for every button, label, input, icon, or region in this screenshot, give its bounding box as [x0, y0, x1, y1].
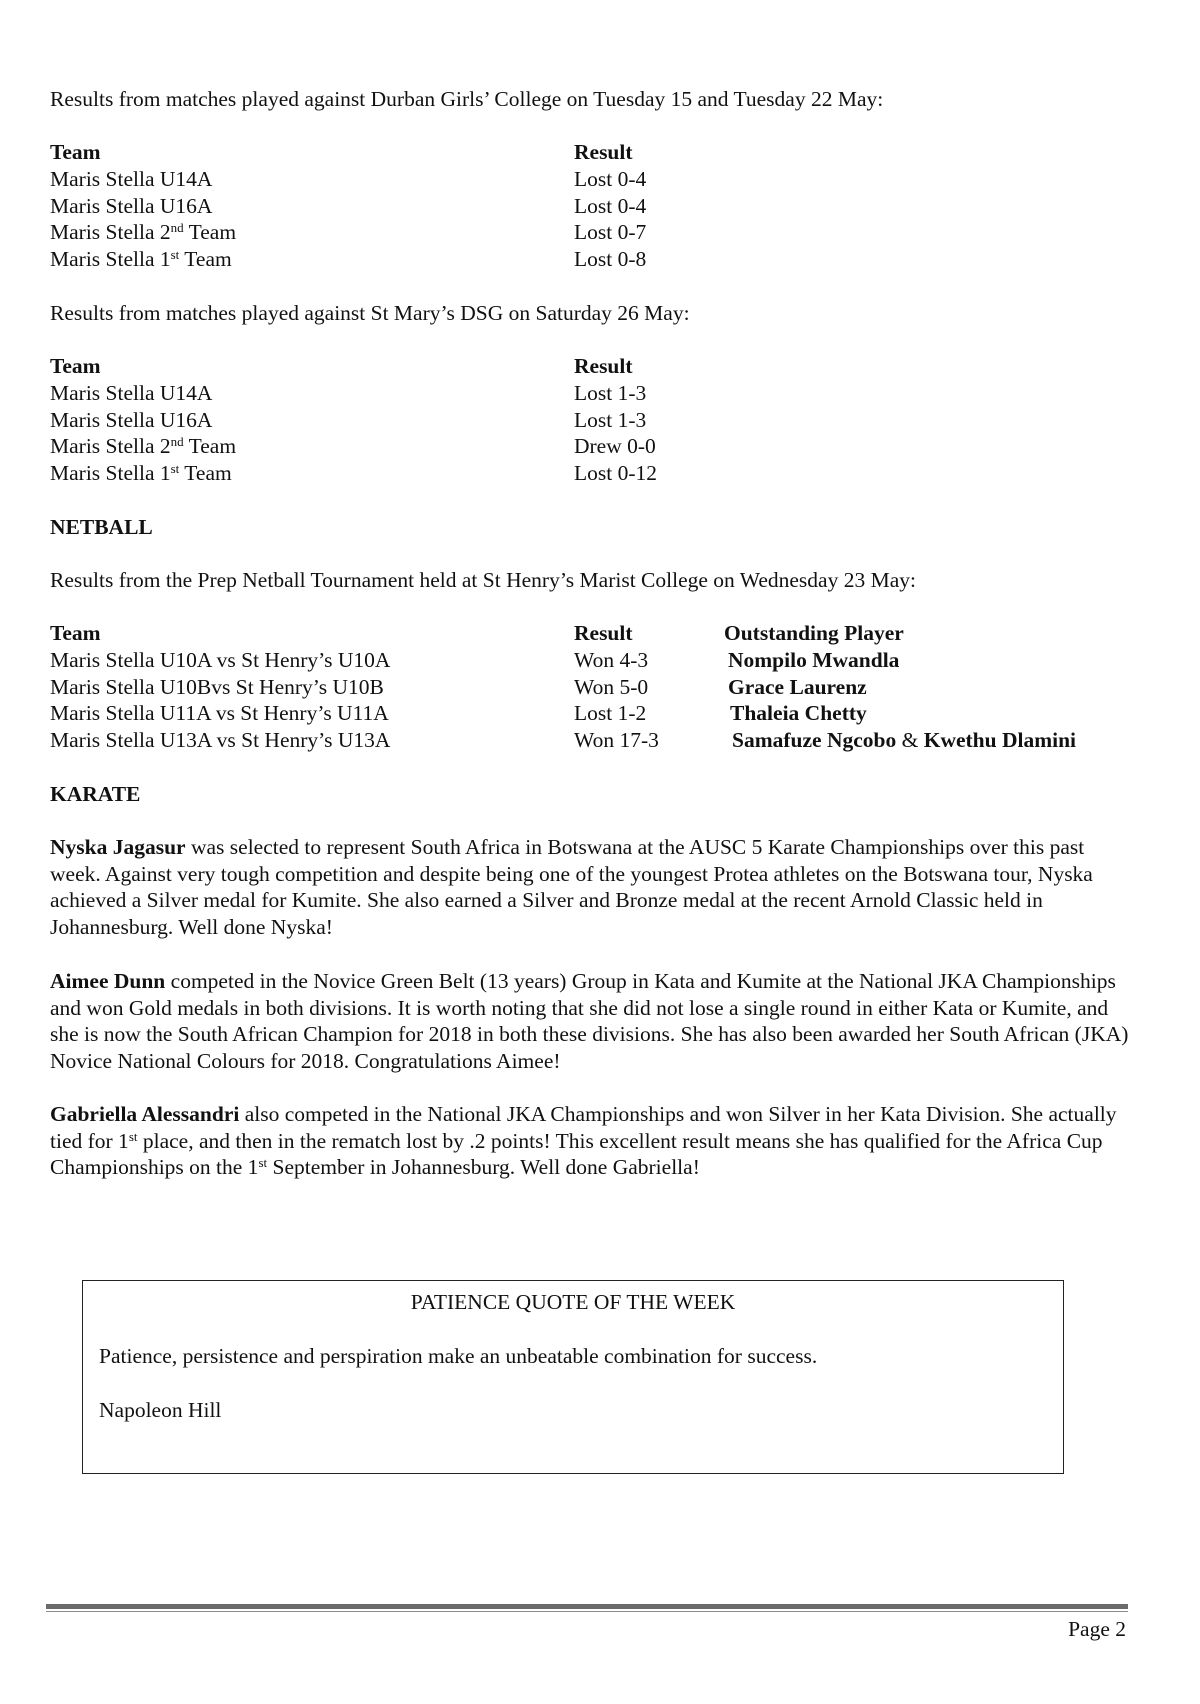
- quote-title: PATIENCE QUOTE OF THE WEEK: [410, 1290, 736, 1314]
- player-name: Grace Laurenz: [728, 674, 867, 699]
- paragraph-text: September in Johannesburg. Well done Gabriella!: [267, 1155, 700, 1180]
- ordinal-suffix: st: [128, 1128, 138, 1144]
- team-name: Maris Stella 1: [50, 247, 171, 272]
- dgc-header-result: Result: [574, 140, 633, 164]
- team-name: Maris Stella U14A: [50, 381, 213, 405]
- footer-rule-thin: [46, 1611, 1128, 1612]
- karate-heading: KARATE: [50, 782, 141, 806]
- karate-paragraph-aimee: [50, 968, 1130, 1075]
- team-name: Maris Stella 1: [50, 461, 171, 486]
- paragraph-text: also competed in the National JKA Championships and won Silver in her Kata Division. She actually tied for 1: [50, 1102, 1117, 1153]
- outstanding-player-cell: [732, 727, 1076, 754]
- outstanding-player-cell: [728, 647, 899, 674]
- result-cell: Lost 1-2: [574, 701, 647, 726]
- ordinal-suffix: st: [170, 461, 180, 477]
- result-cell: Won 17-3: [574, 728, 659, 753]
- outstanding-player-cell: [728, 674, 867, 701]
- footer-rule: [46, 1604, 1128, 1609]
- team-name: Maris Stella U16A: [50, 407, 213, 432]
- team-name: Maris Stella U16A: [50, 193, 213, 218]
- netball-header-team: Team: [50, 621, 101, 645]
- paragraph-text: competed in the Novice Green Belt (13 years) Group in Kata and Kumite at the National JKA Championships and won Gold medals in both divisions. It is worth noting that she did not lose a single round in either Kata or Kumite, and she is now the South African Champion for 2018 in both these divisions. She has also been awarded her South African (JKA) Novice National Colours for 2018. Congratulations Aimee!: [50, 969, 1129, 1074]
- team-cell: [50, 407, 212, 434]
- team-cell: [50, 433, 236, 460]
- team-name-suffix: Team: [179, 247, 232, 272]
- player-name: Nompilo Mwandla: [728, 648, 900, 672]
- netball-header-result: Result: [574, 621, 633, 645]
- result-cell: Lost 0-12: [574, 461, 658, 486]
- ordinal-suffix: st: [170, 247, 180, 263]
- ampersand: &: [901, 728, 919, 753]
- dgc-intro: Results from matches played against Durban Girls’ College on Tuesday 15 and Tuesday 22 May:: [50, 87, 884, 111]
- netball-intro: Results from the Prep Netball Tournament held at St Henry’s Marist College on Wednesday 23 May:: [50, 568, 916, 592]
- paragraph-text: was selected to represent South Africa in Botswana at the AUSC 5 Karate Championships over this past week. Against very tough competition and despite being one of the youngest Protea athletes on the Botswana tour, Nyska achieved a Silver medal for Kumite. She also earned a Silver and Bronze medal at the recent Arnold Classic held in Johannesburg. Well done Nyska!: [50, 835, 1093, 940]
- result-cell: Lost 0-8: [574, 247, 647, 272]
- netball-header-player: Outstanding Player: [724, 621, 904, 645]
- dgc-header-team: Team: [50, 140, 101, 164]
- netball-heading: NETBALL: [50, 515, 153, 539]
- result-cell: Lost 0-4: [574, 167, 647, 191]
- page-number: Page 2: [1068, 1617, 1126, 1641]
- quote-author: Napoleon Hill: [99, 1398, 222, 1422]
- player-name: Samafuze Ngcobo: [732, 728, 897, 753]
- team-name: Maris Stella 2: [50, 434, 171, 459]
- match-cell: Maris Stella U10A vs St Henry’s U10A: [50, 648, 391, 672]
- dsg-header-result: Result: [574, 354, 633, 378]
- ordinal-suffix: nd: [170, 434, 184, 450]
- result-cell: Won 5-0: [574, 674, 649, 699]
- dsg-intro: Results from matches played against St Mary’s DSG on Saturday 26 May:: [50, 301, 690, 325]
- team-cell: [50, 380, 212, 407]
- team-cell: [50, 166, 212, 193]
- team-cell: [50, 193, 212, 220]
- team-cell: [50, 246, 232, 273]
- ordinal-suffix: nd: [170, 220, 184, 236]
- quote-box: [82, 1280, 1064, 1474]
- team-name-suffix: Team: [183, 220, 237, 245]
- team-name-suffix: Team: [183, 434, 237, 459]
- result-cell: Lost 1-3: [574, 407, 647, 432]
- outstanding-player-cell: [730, 700, 867, 727]
- result-cell: Won 4-3: [574, 648, 649, 672]
- dsg-header-team: Team: [50, 354, 101, 378]
- result-cell: Drew 0-0: [574, 434, 656, 459]
- team-cell: [50, 219, 236, 246]
- athlete-name: Aimee Dunn: [50, 969, 166, 993]
- team-cell: [50, 460, 232, 487]
- karate-paragraph-nyska: [50, 834, 1130, 941]
- team-name: Maris Stella 2: [50, 220, 171, 245]
- player-name: Thaleia Chetty: [730, 701, 867, 726]
- team-name-suffix: Team: [179, 461, 232, 486]
- ordinal-suffix: st: [258, 1155, 268, 1171]
- athlete-name: Nyska Jagasur: [50, 835, 186, 859]
- result-cell: Lost 0-4: [574, 193, 647, 218]
- athlete-name: Gabriella Alessandri: [50, 1102, 240, 1126]
- quote-text: Patience, persistence and perspiration make an unbeatable combination for success.: [99, 1344, 818, 1368]
- match-cell: Maris Stella U10Bvs St Henry’s U10B: [50, 674, 384, 699]
- player-name: Kwethu Dlamini: [923, 728, 1077, 753]
- team-name: Maris Stella U14A: [50, 167, 213, 191]
- paragraph-text: place, and then in the rematch lost by .2 points! This excellent result means she has qualified for the Africa Cup Championships on the 1: [50, 1128, 1103, 1180]
- result-cell: Lost 0-7: [574, 220, 647, 245]
- match-cell: Maris Stella U11A vs St Henry’s U11A: [50, 701, 389, 726]
- result-cell: Lost 1-3: [574, 381, 647, 405]
- match-cell: Maris Stella U13A vs St Henry’s U13A: [50, 728, 391, 753]
- karate-paragraph-gabriella: [50, 1101, 1130, 1181]
